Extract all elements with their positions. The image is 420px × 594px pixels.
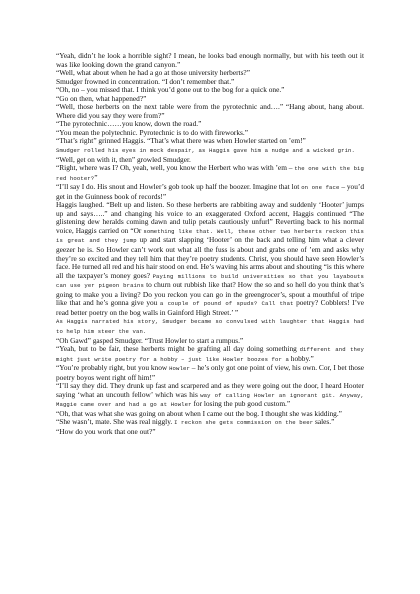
paragraph	[56, 428, 364, 437]
text-run: sales.”	[313, 417, 335, 427]
typewriter-text-run: Howler	[169, 365, 190, 373]
text-run: “Well, those herberts on the next table were from the pyrotechnic and….” “Hang about, hang about. Where did you say they were from?”	[56, 102, 364, 120]
paragraph	[56, 164, 364, 183]
typewriter-text-run: Paying millions to build universities so that you layabouts can use yer pigeon brains	[56, 272, 364, 290]
story-text	[56, 52, 364, 437]
text-run: – you’d get in the Guinness book of records!”	[56, 182, 365, 201]
text-run: up and start slapping ‘Hooter’ on the back and telling him what a clever geezer he is. So Howler can’t work out what all the fuss is about and grabs one of ’em and asks why they’re so excited and they tell him that they’re poetry students. Christ, you should have seen Howler’s face. He turned all red and his hair stood on end. He’s waving his arms about and shouting “is this where all the taxpayer’s money goes?	[56, 235, 364, 280]
text-run: “She wasn’t, mate. She was real niggly.	[56, 417, 175, 427]
typewriter-text-run: way of calling Howler an ignorant git. Anyway, Maggie came over and had a go at Howler	[56, 391, 365, 409]
text-run: “Well, get on with it, then” growled Smudger.	[56, 154, 191, 164]
paragraph	[56, 364, 364, 382]
text-run: Smudger frowned in concentration. “I don’t remember that.”	[56, 76, 235, 86]
text-run: “You’re probably right, but you know	[56, 363, 170, 373]
paragraph	[56, 317, 364, 336]
text-run: “Oh, no – you missed that. I think you’d gone out to the bog for a quick one.”	[56, 85, 285, 95]
text-run: “Well, what about when he had a go at those university herberts?”	[56, 68, 250, 78]
paragraph	[56, 345, 364, 364]
typewriter-text-run: the one with the big red hooter?	[56, 165, 364, 182]
text-run: “Yeah, didn’t he look a horrible sight? I mean, he looks bad enough normally, but with his teeth out it was like looking down the grand canyon.”	[56, 51, 364, 69]
typewriter-text-run: Smudger rolled his eyes in mock despair, as Haggis gave him a nudge and a wicked grin.	[56, 147, 356, 155]
text-run: “You mean the polytechnic. Pyrotechnic is to do with fireworks.”	[56, 127, 248, 137]
paragraph	[56, 382, 364, 410]
typewriter-text-run: I reckon she gets commission on the beer	[174, 419, 314, 427]
typewriter-text-run: a couple of pound of spuds? Call that	[159, 300, 294, 308]
paragraph	[56, 52, 364, 69]
text-run: “Oh Gawd” gasped Smudger. “Trust Howler to start a rumpus.”	[56, 335, 244, 345]
text-run: “Go on then, what happened?”	[56, 93, 147, 103]
text-run: – he’s only got one point of view, his own. Cor, I bet those poetry boyos went right off him!”	[56, 363, 364, 382]
text-run: “I’ll say I do. His snout and Howler’s gob took up half the boozer. Imagine that lot	[56, 182, 302, 192]
text-run: “I’ll say they did. They drunk up fast and scarpered and as they were going out the door, I heard Hooter saying ‘what an uncouth fellow’ which was his	[56, 381, 364, 399]
paragraph	[56, 201, 364, 317]
typewriter-text-run: something like that. Well, these other two herberts reckon this is great and they jump	[56, 227, 364, 245]
text-run: ”	[94, 172, 98, 182]
text-run: “Right, where was I? Oh, yeah, well, you know the Herbert who was with ’em –	[56, 163, 295, 173]
text-run: for losing the pub good custom.”	[191, 399, 291, 409]
text-run: “How do you work that one out?”	[56, 426, 156, 436]
text-run: to churn out rubbish like that? How the so and so hell do you think that’s going to make you a living? Do you reckon you can go in the greengrocer’s, spout a mouthful of tripe like that and he’s gonna give you	[56, 280, 364, 308]
typewriter-text-run: on one face	[301, 184, 340, 192]
paragraph	[56, 137, 364, 146]
paragraph	[56, 103, 364, 120]
text-run: “That’s right” grinned Haggis. “That’s what there was when Howler started on ’em!”	[56, 136, 306, 146]
typewriter-text-run: As Haggis narrated his story, Smudger became so convulsed with laughter that Haggis had to help him steer the van.	[56, 318, 364, 335]
text-run: “The pyrotechnic……you know, down the road.”	[56, 119, 202, 129]
text-run: Haggis laughed. “Belt up and listen. So these herberts are rabbiting away and suddenly ‘Hooter’ jumps up and says…..” and changing his voice to an exaggerated Oxford accent, Haggis continued “The glistening dew heralds coming dawn and tulip petals cautiously unfurl” Reverting back to his normal voice, Haggis carried on “Or	[56, 200, 364, 235]
typewriter-text-run: different and they might just write poetry for a hobby – just like Howler boozes for a	[56, 346, 364, 363]
text-run: hobby.”	[288, 353, 314, 363]
text-run: “Oh, that was what she was going on about when I came out the bog. I thought she was kidding.”	[56, 408, 342, 418]
text-run: poetry? Cobblers! I’ve read better poetry on the bog walls in Gainford High Street.’ ”	[56, 298, 364, 317]
text-run: “Yeah, but to be fair, these herberts might be grafting all day doing something	[56, 344, 300, 354]
paragraph	[56, 183, 364, 201]
